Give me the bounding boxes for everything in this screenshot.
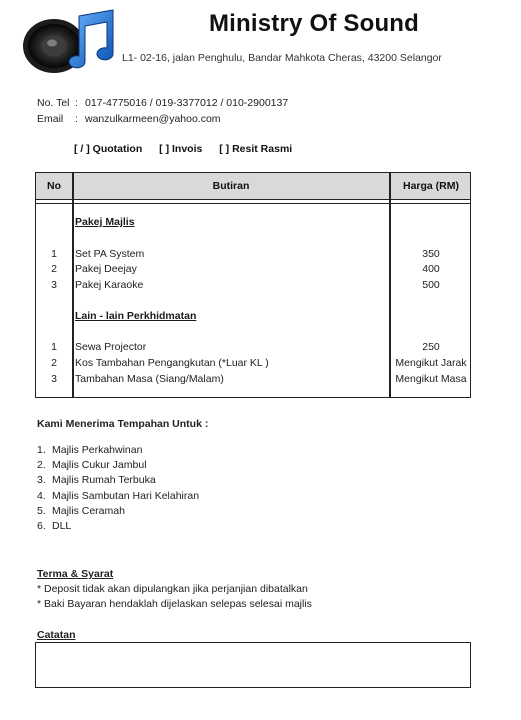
row-no: 3 bbox=[51, 373, 57, 385]
email-label: Email bbox=[37, 113, 64, 125]
email-value: wanzulkarmeen@yahoo.com bbox=[85, 113, 221, 125]
company-address: L1- 02-16, jalan Penghulu, Bandar Mahkota Cheras, 43200 Selangor bbox=[122, 52, 442, 64]
row-item: Tambahan Masa (Siang/Malam) bbox=[75, 373, 224, 385]
header-butiran: Butiran bbox=[212, 180, 250, 192]
invois-checkbox[interactable]: [ ] Invois bbox=[159, 143, 203, 155]
list-item: 1. Majlis Perkahwinan bbox=[37, 444, 143, 456]
notes-box[interactable] bbox=[35, 642, 471, 688]
document-type-checkboxes bbox=[74, 143, 306, 155]
term-item: * Deposit tidak akan dipulangkan jika perjanjian dibatalkan bbox=[37, 583, 308, 595]
row-item: Set PA System bbox=[75, 248, 145, 260]
section-title-pakej-majlis: Pakej Majlis bbox=[75, 216, 135, 228]
header-no: No bbox=[47, 180, 61, 192]
quotation-checkbox[interactable]: [ / ] Quotation bbox=[74, 143, 143, 155]
row-price: 500 bbox=[422, 279, 440, 291]
header-harga: Harga (RM) bbox=[402, 180, 459, 192]
list-item: 6. DLL bbox=[37, 520, 72, 532]
row-no: 2 bbox=[51, 357, 57, 369]
terms-heading: Terma & Syarat bbox=[37, 568, 114, 580]
list-item: 3. Majlis Rumah Terbuka bbox=[37, 474, 156, 486]
row-no: 1 bbox=[51, 248, 57, 260]
phone-line: No. Tel : 017-4775016 / 019-3377012 / 010-2900137 bbox=[37, 97, 289, 109]
row-no: 2 bbox=[51, 263, 57, 275]
row-price: Mengikut Masa bbox=[395, 373, 467, 385]
resit-rasmi-checkbox[interactable]: [ ] Resit Rasmi bbox=[219, 143, 293, 155]
row-no: 1 bbox=[51, 341, 57, 353]
company-title: Ministry Of Sound bbox=[208, 10, 420, 37]
events-heading: Kami Menerima Tempahan Untuk : bbox=[37, 418, 209, 430]
row-price: 400 bbox=[422, 263, 440, 275]
email-line: Email : wanzulkarmeen@yahoo.com bbox=[37, 113, 221, 125]
list-item: 4. Majlis Sambutan Hari Kelahiran bbox=[37, 490, 200, 502]
row-price: 350 bbox=[422, 248, 440, 260]
row-item: Sewa Projector bbox=[75, 341, 147, 353]
row-item: Pakej Deejay bbox=[75, 263, 137, 275]
list-item: 5. Majlis Ceramah bbox=[37, 505, 125, 517]
section-title-lain-lain: Lain - lain Perkhidmatan bbox=[75, 310, 197, 322]
row-no: 3 bbox=[51, 279, 57, 291]
phone-label: No. Tel bbox=[37, 97, 70, 109]
row-item: Kos Tambahan Pengangkutan (*Luar KL ) bbox=[75, 357, 269, 369]
list-item: 2. Majlis Cukur Jambul bbox=[37, 459, 147, 471]
row-price: Mengikut Jarak bbox=[395, 357, 467, 369]
phone-value: 017-4775016 / 019-3377012 / 010-2900137 bbox=[85, 97, 289, 109]
row-price: 250 bbox=[422, 341, 440, 353]
notes-heading: Catatan bbox=[37, 629, 76, 641]
speaker-music-logo-icon bbox=[21, 8, 119, 78]
row-item: Pakej Karaoke bbox=[75, 279, 144, 291]
term-item: * Baki Bayaran hendaklah dijelaskan selepas selesai majlis bbox=[37, 598, 312, 610]
price-table bbox=[35, 172, 471, 398]
